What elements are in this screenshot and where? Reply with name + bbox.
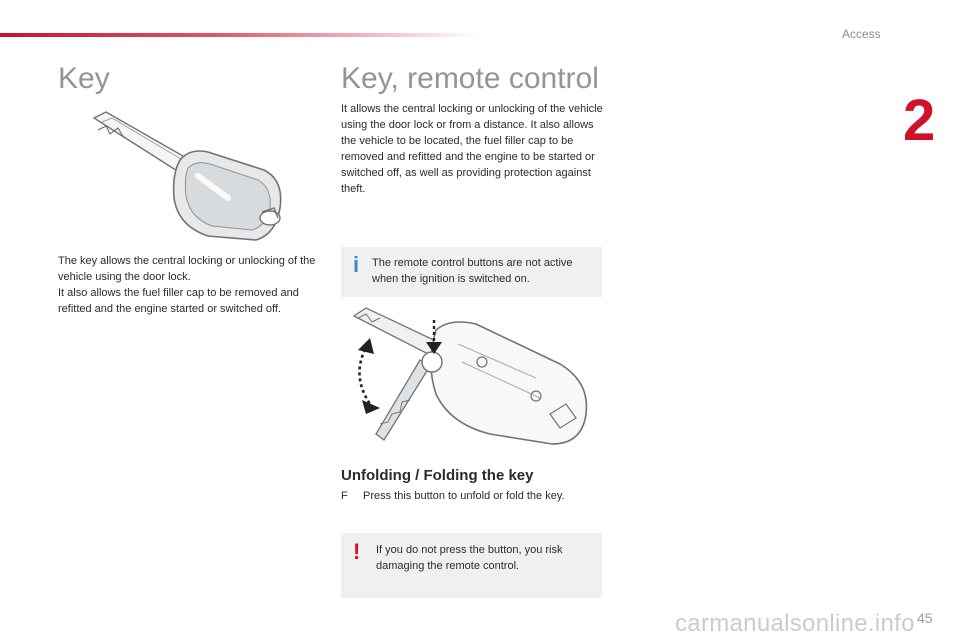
info-note: [341, 247, 602, 297]
info-note-text: The remote control buttons are not active when the ignition is switched on.: [372, 257, 573, 285]
key-paragraph-1: The key allows the central locking or unlocking of the vehicle using the door lock.: [58, 255, 316, 283]
chapter-number: 2: [903, 88, 936, 153]
unfolding-subtitle: Unfolding / Folding the key: [341, 467, 534, 484]
key-description: [58, 253, 320, 317]
info-icon: i: [353, 252, 360, 277]
remote-key-illustration: [340, 304, 602, 452]
section-name: Access: [842, 27, 881, 41]
key-illustration: [88, 108, 308, 250]
key-title: Key: [58, 62, 110, 95]
warning-note-text: If you do not press the button, you risk damaging the remote control.: [376, 544, 563, 572]
watermark: carmanualsonline.info: [675, 610, 915, 637]
warning-icon: !: [353, 539, 361, 564]
header-accent-bar: [0, 33, 480, 37]
warning-note: [341, 533, 602, 598]
bullet-marker: F: [341, 490, 348, 502]
remote-title: Key, remote control: [341, 62, 599, 95]
bullet-text: Press this button to unfold or fold the key.: [363, 490, 565, 502]
remote-description: It allows the central locking or unlocking of the vehicle using the door lock or from a distance. It also allows the vehicle to be located, the fuel filler cap to be removed and refitted and the engine to be started or switched off, as well as providing protection against theft.: [341, 103, 603, 195]
page-number: 45: [917, 610, 933, 626]
key-paragraph-2: It also allows the fuel filler cap to be removed and refitted and the engine started or switched off.: [58, 287, 299, 315]
